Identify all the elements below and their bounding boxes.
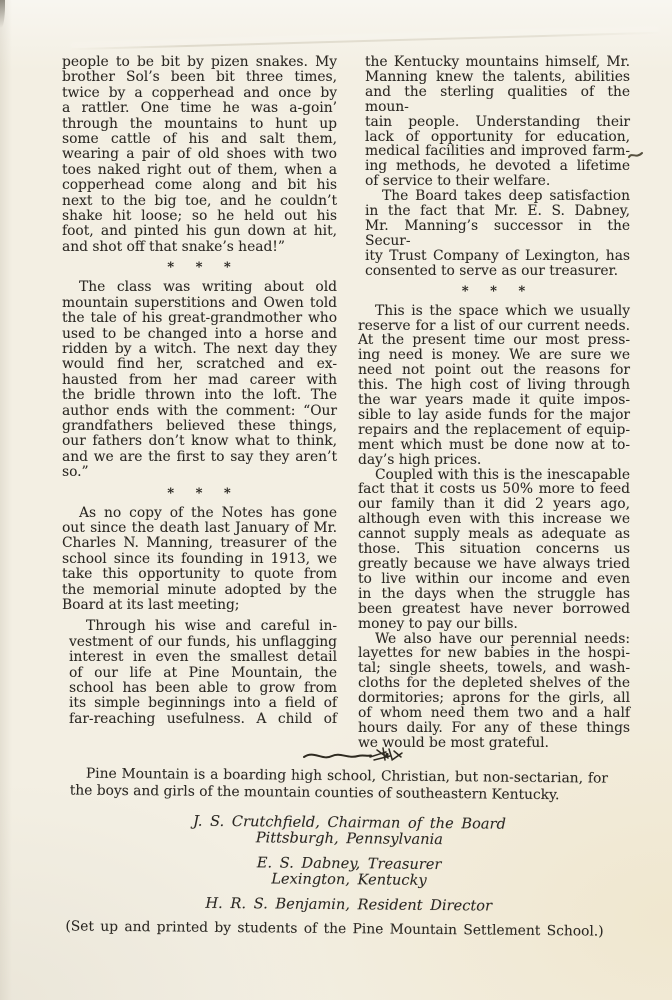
text-line: school since its founding in 1913, we: [62, 550, 337, 567]
text-line: school has been able to grow from: [69, 680, 337, 697]
text-line: ridden by a witch. The next day they: [62, 340, 337, 357]
text-line: Pine Mountain is a boarding high school, Christian, but non-sectarian, for: [85, 765, 608, 787]
text-line: out since the death last January of Mr.: [62, 519, 337, 536]
text-line: greatly because we have always tried: [358, 556, 630, 572]
right-column: [358, 54, 630, 751]
text-line: ment which must be done now at to-: [358, 436, 630, 453]
text-line: fact that it costs us 50% more to feed: [358, 481, 630, 498]
text-line: and the sterling qualities of the moun-: [365, 83, 630, 115]
text-line: Board at its last meeting;: [62, 597, 240, 613]
text-line: At the present time our most press-: [358, 332, 630, 349]
text-line: the bridle thrown into the loft. The: [62, 387, 337, 404]
footer-section: [0, 765, 672, 941]
text-line: the Kentucky mountains himself, Mr.: [365, 54, 630, 70]
text-line: this. The high cost of living through: [358, 377, 630, 394]
text-line: This is the space which we usually: [375, 302, 630, 319]
tilde-mark-icon: [628, 149, 644, 161]
text-line: in the fact that Mr. E. S. Dabney,: [365, 203, 630, 220]
text-line: interest in even the smallest detail: [69, 649, 337, 666]
printed-by-line: (Set up and printed by students of the Pine Mountain Settlement School.): [65, 918, 604, 940]
text-line: used to be changed into a horse and: [62, 325, 337, 342]
paragraph: [358, 632, 630, 751]
text-line: the tale of his great-grandmother who: [62, 310, 337, 327]
text-line: of whom need them two and a half: [358, 705, 630, 722]
paragraph: [62, 280, 337, 480]
text-line: reserve for a list of our current needs.: [358, 317, 630, 334]
text-line: our family than it did 2 years ago,: [358, 496, 630, 513]
text-line: take this opportunity to quote from: [62, 566, 337, 583]
text-line: twice by a copperhead and once by: [62, 84, 337, 101]
paragraph: [358, 189, 630, 278]
paragraph: [358, 468, 630, 632]
text-line: Manning knew the talents, abilities: [365, 68, 630, 85]
text-line: author ends with the comment: “Our: [62, 402, 337, 419]
text-line: ity Trust Company of Lexington, has: [365, 247, 630, 264]
text-line: ing methods, he devoted a lifetime: [365, 158, 630, 175]
asterisk-separator: * * *: [167, 260, 232, 276]
text-line: As no copy of the Notes has gone: [79, 504, 337, 521]
text-line: medical facilities and improved farm-: [365, 143, 630, 160]
text-line: tal; single sheets, towels, and wash-: [358, 660, 630, 677]
text-line: so.”: [62, 464, 89, 481]
text-line: cloths for the depleted shelves of the: [358, 675, 630, 692]
text-line: we would be most grateful.: [358, 734, 549, 751]
text-line: some cattle of his and salt them,: [62, 131, 337, 148]
text-line: grandfathers believed these things,: [62, 417, 337, 434]
text-line: of service to their welfare.: [365, 173, 551, 190]
text-line: Through his wise and careful in-: [86, 618, 337, 635]
flourish-ornament: [18, 745, 672, 765]
left-column: [62, 55, 337, 745]
signature-block: [13, 812, 672, 917]
text-line: cannot supply meals as adequate as: [358, 526, 630, 543]
text-line: its simple beginnings into a field of: [69, 695, 337, 712]
text-line: consented to serve as our treasurer.: [365, 262, 618, 279]
text-line: wearing a pair of old shoes with two: [62, 146, 337, 163]
paragraph: [62, 619, 337, 727]
text-line: those. This situation concerns us: [358, 541, 630, 558]
signature-name: E. S. Dabney, Treasurer: [256, 853, 442, 873]
text-line: dormitories; aprons for the girls, all: [358, 690, 630, 707]
text-line: of our life at Pine Mountain, the: [69, 664, 337, 681]
text-line: lack of opportunity for education,: [365, 128, 630, 145]
text-line: through the mountains to hunt up: [62, 115, 337, 132]
text-line: been greatest have never borrowed: [358, 600, 630, 617]
asterisk-separator: * * *: [167, 485, 232, 501]
text-line: the boys and girls of the mountain counties of southeastern Kentucky.: [69, 782, 560, 803]
text-line: ing need is money. We are sure we: [358, 347, 630, 364]
asterisk-separator: * * *: [461, 283, 527, 299]
text-line: The class was writing about old: [79, 279, 337, 296]
signature-place: Pittsburgh, Pennsylvania: [255, 829, 443, 849]
text-line: mountain superstitions and Owen told: [62, 294, 337, 311]
text-line: although even with this increase we: [358, 511, 630, 528]
text-line: layettes for new babies in the hospi-: [358, 645, 630, 662]
text-line: a rattler. One time he was a-goin’: [62, 100, 337, 117]
scan-artifact-corner: [0, 0, 5, 28]
paragraph: [358, 55, 630, 189]
signature-name: J. S. Crutchfield, Chairman of the Board: [193, 812, 506, 833]
text-line: foot, and pinted his gun down at hit,: [62, 223, 337, 240]
text-line: We also have our perennial needs:: [375, 630, 630, 647]
paper-crease: [70, 32, 660, 50]
text-line: vestment of our funds, his unflagging: [69, 633, 337, 650]
text-line: Coupled with this is the inescapable: [375, 466, 630, 483]
text-line: the war years made it quite impos-: [358, 392, 630, 409]
text-line: tain people. Understanding their: [365, 113, 630, 130]
text-line: shake hit loose; so he held out his: [62, 208, 337, 225]
text-line: toes naked right out of them, when a: [62, 161, 337, 178]
paragraph: [62, 506, 337, 614]
text-line: far-reaching usefulness. A child of: [69, 710, 337, 727]
text-line: our fathers don’t know what to think,: [62, 433, 337, 450]
text-line: need not point out the reasons for: [358, 362, 630, 379]
signature-director: [13, 893, 672, 916]
text-line: brother Sol’s been bit three times,: [62, 69, 337, 86]
scan-artifact-mark: [628, 146, 644, 165]
text-line: copperhead come along and bit his: [62, 177, 337, 194]
paragraph: [62, 55, 337, 255]
text-line: the memorial minute adopted by the: [62, 581, 337, 598]
text-line: people to be bit by pizen snakes. My: [62, 54, 337, 70]
signature-chairman: [13, 812, 672, 851]
text-line: hours daily. For any of these things: [358, 719, 630, 736]
text-line: next to the big toe, and he couldn’t: [62, 192, 337, 209]
paragraph: [358, 304, 630, 468]
text-line: sible to lay aside funds for the major: [358, 406, 630, 423]
text-line: hausted from her mad career with: [62, 371, 337, 388]
text-line: The Board takes deep satisfaction: [382, 188, 630, 205]
text-line: money to pay our bills.: [358, 615, 518, 632]
text-line: and we are the first to say they aren’t: [62, 448, 337, 465]
signature-name: H. R. S. Benjamin, Resident Director: [205, 894, 493, 915]
text-line: to live within our income and even: [358, 570, 630, 587]
signature-treasurer: [13, 852, 672, 891]
text-line: and shot off that snake’s head!”: [62, 238, 285, 255]
text-line: would find her, scratched and ex-: [62, 356, 337, 373]
two-column-text: [0, 54, 672, 751]
text-line: Charles N. Manning, treasurer of the: [62, 535, 337, 552]
text-line: Mr. Manning’s successor in the Secur-: [365, 217, 630, 249]
text-line: repairs and the replacement of equip-: [358, 421, 630, 438]
footer-note: [70, 765, 608, 804]
flourish-icon: [302, 745, 406, 765]
signature-place: Lexington, Kentucky: [271, 870, 427, 889]
text-line: day’s high prices.: [358, 451, 482, 468]
text-line: in the days when the struggle has: [358, 585, 630, 602]
